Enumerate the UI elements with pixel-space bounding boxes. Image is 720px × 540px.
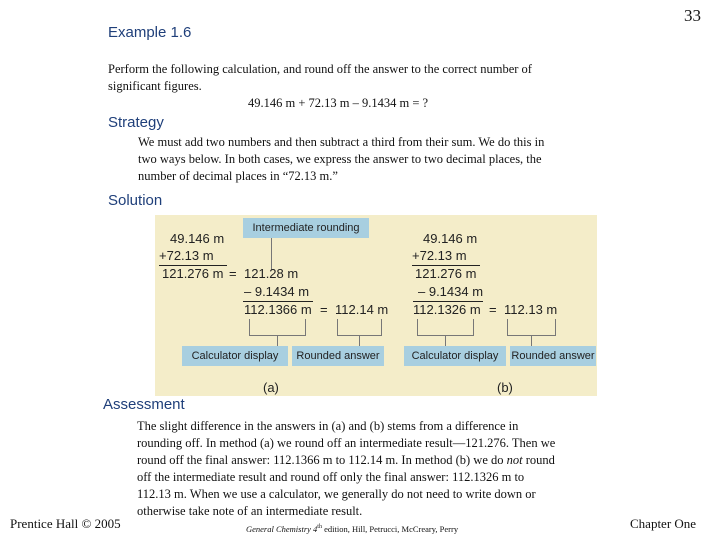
b-sum: 121.276 m bbox=[415, 266, 477, 281]
assessment-heading: Assessment bbox=[103, 396, 185, 413]
footer-chapter: Chapter One bbox=[630, 516, 697, 531]
footer-book-citation bbox=[246, 524, 458, 534]
b-calculator-display-label: Calculator display bbox=[411, 350, 499, 362]
strategy-line: number of decimal places in “72.13 m.” bbox=[138, 169, 338, 183]
a-figure-label: (a) bbox=[263, 380, 279, 395]
assessment-line: 112.13 m. When we use a calculator, we generally do not need to write down or bbox=[137, 487, 536, 501]
a-calculator-display-label: Calculator display bbox=[191, 350, 279, 362]
b-addend-2: +72.13 m bbox=[412, 248, 467, 263]
assessment-line-3-end: round bbox=[525, 453, 555, 467]
assessment-not: not bbox=[506, 453, 523, 467]
strategy-text bbox=[138, 134, 608, 185]
a-answer-connector-right bbox=[381, 319, 382, 335]
b-equals: = bbox=[489, 302, 497, 317]
b-rounded-answer-label: Rounded answer bbox=[511, 350, 595, 362]
a-sum: 121.276 m bbox=[162, 266, 224, 281]
a-subtrahend: – 9.1434 m bbox=[244, 284, 310, 299]
b-answer-connector-right bbox=[555, 319, 556, 335]
a-addend-2: +72.13 m bbox=[159, 248, 214, 263]
prompt-line-2: significant figures. bbox=[108, 79, 202, 93]
solution-figure bbox=[155, 215, 597, 396]
assessment-text bbox=[137, 418, 612, 520]
solution-heading: Solution bbox=[108, 192, 163, 209]
b-figure-label: (b) bbox=[497, 380, 513, 395]
a-answer-connector-left bbox=[337, 319, 338, 335]
example-prompt bbox=[108, 61, 608, 95]
b-subtrahend: – 9.1434 m bbox=[418, 284, 484, 299]
b-display-connector-right bbox=[473, 319, 474, 335]
example-equation: 49.146 m + 72.13 m – 9.1434 m = ? bbox=[248, 96, 429, 110]
b-rounded-answer: 112.13 m bbox=[504, 302, 558, 317]
page-number: 33 bbox=[684, 6, 701, 25]
assessment-line: otherwise take note of an intermediate result. bbox=[137, 504, 363, 518]
assessment-line: rounding off. In method (a) we round off an intermediate result—121.276. Then we bbox=[137, 436, 556, 450]
assessment-line: The slight difference in the answers in (a) and (b) stems from a difference in bbox=[137, 419, 519, 433]
a-addend-1: 49.146 m bbox=[170, 231, 225, 246]
a-display-connector-left bbox=[249, 319, 250, 335]
b-addend-1: 49.146 m bbox=[423, 231, 478, 246]
a-equals-1: = bbox=[229, 266, 237, 281]
a-calculator-value: 112.1366 m bbox=[244, 302, 312, 317]
footer-publisher: Prentice Hall © 2005 bbox=[10, 516, 121, 531]
example-title: Example 1.6 bbox=[108, 24, 192, 41]
footer-edition-sup: th bbox=[317, 524, 322, 531]
a-equals-2: = bbox=[320, 302, 328, 317]
b-rounded-answer-box bbox=[510, 346, 596, 366]
b-answer-connector-left bbox=[507, 319, 508, 335]
assessment-line: off the intermediate result and round off only the final answer: 112.1326 m to bbox=[137, 470, 525, 484]
b-display-connector-left bbox=[417, 319, 418, 335]
footer-book-rest: edition, Hill, Petrucci, McCreary, Perry bbox=[324, 524, 459, 534]
intermediate-rounding-label: Intermediate rounding bbox=[252, 222, 360, 234]
a-display-connector-right bbox=[305, 319, 306, 335]
strategy-line: two ways below. In both cases, we express the answer to two decimal places, the bbox=[138, 152, 542, 166]
a-rounded-intermediate: 121.28 m bbox=[244, 266, 299, 281]
strategy-heading: Strategy bbox=[108, 114, 164, 131]
strategy-line: We must add two numbers and then subtract a third from their sum. We do this in bbox=[138, 135, 545, 149]
a-rounded-answer-label: Rounded answer bbox=[296, 350, 380, 362]
a-rounded-answer-box bbox=[292, 346, 384, 366]
assessment-line-3-start: round off the final answer: 112.1366 m to 112.14 m. In method (b) we do bbox=[137, 453, 504, 467]
b-calculator-value: 112.1326 m bbox=[413, 302, 481, 317]
footer-book-title: General Chemistry 4 bbox=[246, 524, 318, 534]
assessment-line bbox=[137, 452, 612, 469]
b-calculator-display-box bbox=[404, 346, 506, 366]
a-rounded-answer: 112.14 m bbox=[335, 302, 389, 317]
intermediate-rounding-box bbox=[243, 218, 369, 238]
a-calculator-display-box bbox=[182, 346, 288, 366]
prompt-line-1: Perform the following calculation, and round off the answer to the correct number of bbox=[108, 62, 532, 76]
